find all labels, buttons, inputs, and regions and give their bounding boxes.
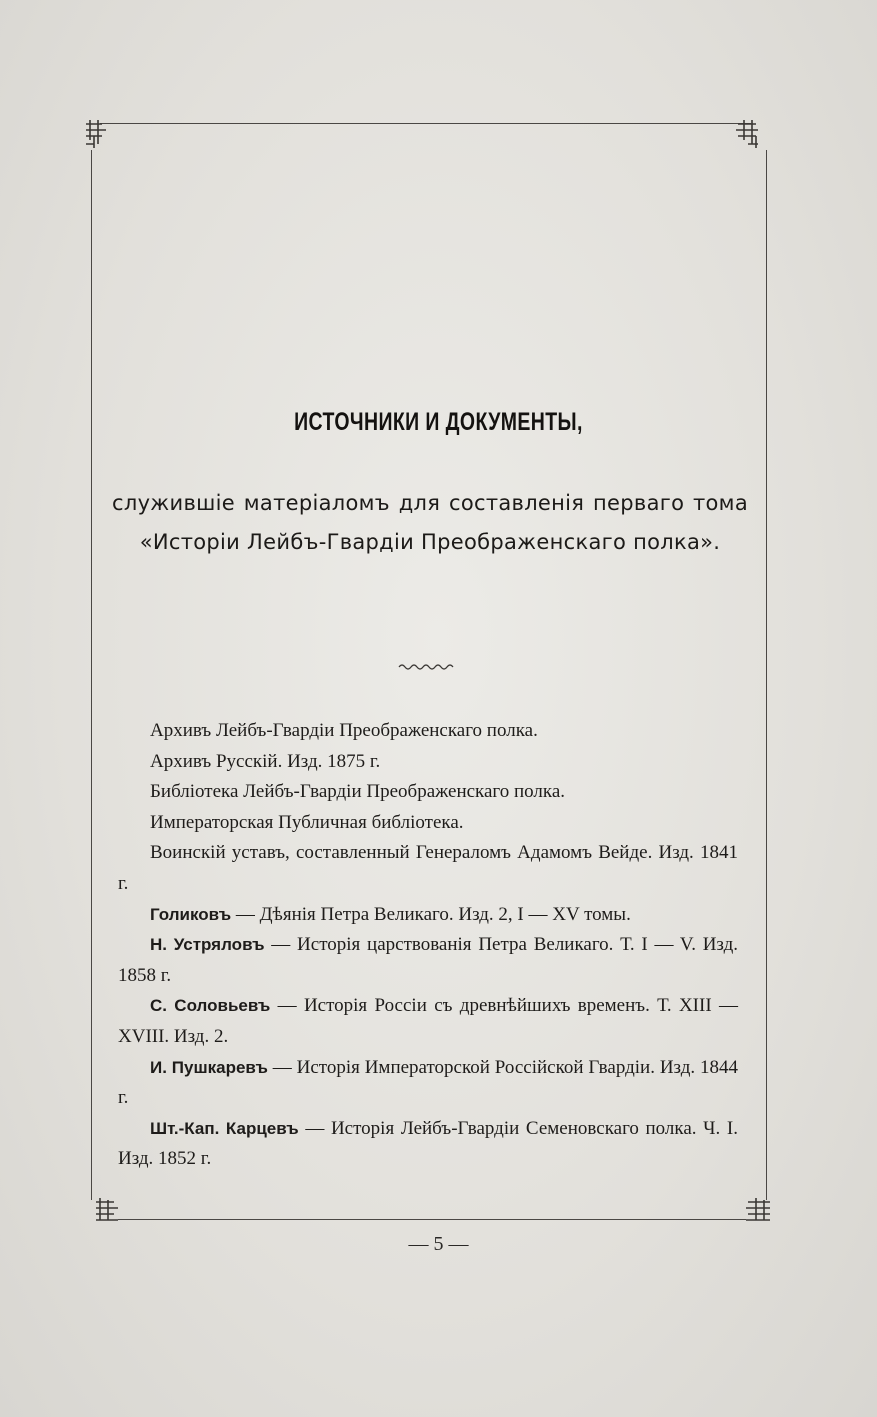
frame-left-line: [91, 150, 92, 1200]
source-text: Воинскій уставъ, составленный Генераломъ Адамомъ Вейде. Изд. 1841 г.: [118, 842, 738, 894]
source-text: Императорская Публичная библіотека.: [150, 811, 464, 833]
corner-ornament-icon: [82, 118, 114, 150]
source-entry: [118, 716, 738, 747]
source-author: С. Соловьевъ: [150, 996, 271, 1016]
frame-right-line: [766, 150, 767, 1200]
source-text: — Исторія Императорской Россійской Гвардіи. Изд. 1844 г.: [118, 1056, 738, 1109]
source-text: Архивъ Лейбъ-Гвардіи Преображенскаго полка.: [150, 720, 538, 741]
source-text: — Исторія Россіи съ древнѣйшихъ временъ. Т. XIII — XVIII. Изд. 2.: [118, 995, 738, 1047]
corner-ornament-icon: [92, 1194, 124, 1226]
source-text: Архивъ Русскій. Изд. 1875 г.: [150, 750, 381, 772]
page-number: — 5 —: [408, 1233, 469, 1255]
source-text: — Исторія Лейбъ-Гвардіи Семеновскаго полка. Ч. I. Изд. 1852 г.: [118, 1117, 738, 1170]
source-text: — Дѣянія Петра Великаго. Изд. 2, I — XV томы.: [231, 903, 631, 925]
source-entry: [118, 1114, 738, 1175]
source-author: Голиковъ: [150, 904, 232, 924]
page-title: ИСТОЧНИКИ И ДОКУМЕНТЫ,: [294, 408, 583, 436]
corner-ornament-icon: [742, 1194, 774, 1226]
source-entry: [118, 838, 738, 899]
source-entry: [118, 747, 738, 778]
source-entry: [118, 900, 738, 931]
source-text: — Исторія царствованія Петра Великаго. Т. I — V. Изд. 1858 г.: [118, 934, 739, 986]
source-entry: [118, 777, 738, 808]
frame-top-line: [100, 123, 751, 124]
source-entry: [118, 808, 738, 839]
source-author: И. Пушкаревъ: [150, 1057, 268, 1077]
sources-list: [118, 716, 738, 1175]
source-entry: [118, 1053, 738, 1114]
wavy-divider-icon: [397, 660, 457, 674]
source-author: Н. Устряловъ: [150, 935, 265, 955]
source-author: Шт.-Кап. Карцевъ: [150, 1118, 299, 1138]
source-entry: [118, 930, 738, 991]
source-text: Библіотека Лейбъ-Гвардіи Преображенскаго полка.: [150, 781, 566, 803]
source-entry: [118, 991, 738, 1052]
subtitle: служившіе матеріаломъ для составленія перваго тома «Исторіи Лейбъ-Гвардіи Преображенскаго полка».: [112, 491, 748, 554]
corner-ornament-icon: [730, 118, 762, 150]
frame-bottom-line: [118, 1219, 746, 1220]
